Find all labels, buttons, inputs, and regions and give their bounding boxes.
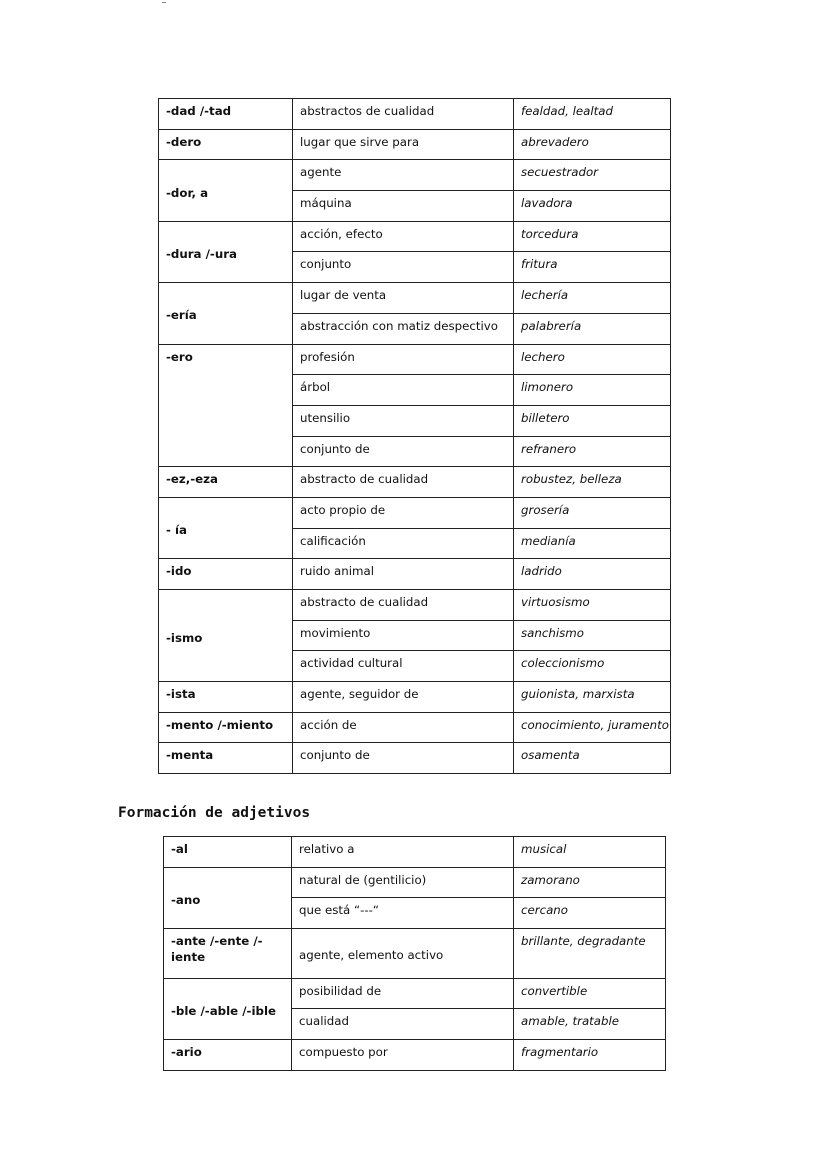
example-cell: palabrería — [514, 313, 671, 344]
meaning-cell: natural de (gentilicio) — [292, 867, 514, 898]
table-row — [159, 497, 671, 528]
example-cell: guionista, marxista — [514, 682, 671, 713]
example-cell: lechería — [514, 283, 671, 314]
suffix-cell: -ez,-eza — [159, 467, 293, 498]
example-cell: brillante, degradante — [514, 928, 666, 978]
meaning-cell: conjunto de — [293, 743, 514, 774]
table-row — [164, 837, 666, 868]
table-row — [159, 129, 671, 160]
table-row — [159, 682, 671, 713]
suffix-cell: -dor, a — [159, 160, 293, 221]
meaning-cell: profesión — [293, 344, 514, 375]
suffix-cell: -ería — [159, 283, 293, 344]
adjective-suffix-table — [163, 836, 666, 1071]
example-cell: osamenta — [514, 743, 671, 774]
suffix-cell: -ista — [159, 682, 293, 713]
meaning-cell: lugar de venta — [293, 283, 514, 314]
table-row — [159, 221, 671, 252]
table-row — [159, 99, 671, 130]
example-cell: fealdad, lealtad — [514, 99, 671, 130]
meaning-cell: relativo a — [292, 837, 514, 868]
example-cell: limonero — [514, 375, 671, 406]
suffix-cell: -mento /-miento — [159, 712, 293, 743]
table-row — [159, 344, 671, 375]
suffix-cell: -ano — [164, 867, 292, 928]
example-cell: grosería — [514, 497, 671, 528]
example-cell: musical — [514, 837, 666, 868]
meaning-cell: utensilio — [293, 405, 514, 436]
example-cell: billetero — [514, 405, 671, 436]
suffix-cell: -ero — [159, 344, 293, 467]
example-cell: secuestrador — [514, 160, 671, 191]
noun-suffix-table — [158, 98, 671, 774]
example-cell: robustez, belleza — [514, 467, 671, 498]
table-row — [164, 867, 666, 898]
meaning-cell: posibilidad de — [292, 978, 514, 1009]
meaning-cell: abstracto de cualidad — [293, 590, 514, 621]
suffix-cell: -ante /-ente /-iente — [164, 928, 292, 978]
table-row — [159, 160, 671, 191]
meaning-cell: agente — [293, 160, 514, 191]
example-cell: coleccionismo — [514, 651, 671, 682]
table-row — [164, 928, 666, 978]
stray-mark — [162, 0, 166, 3]
example-cell: fragmentario — [514, 1039, 666, 1070]
meaning-cell: árbol — [293, 375, 514, 406]
suffix-cell: -ido — [159, 559, 293, 590]
section-heading: Formación de adjetivos — [118, 805, 311, 821]
meaning-cell: acción de — [293, 712, 514, 743]
meaning-cell: actividad cultural — [293, 651, 514, 682]
example-cell: convertible — [514, 978, 666, 1009]
table-row — [159, 559, 671, 590]
meaning-cell: agente, seguidor de — [293, 682, 514, 713]
example-cell: cercano — [514, 898, 666, 929]
example-cell: torcedura — [514, 221, 671, 252]
example-cell: sanchismo — [514, 620, 671, 651]
example-cell: amable, tratable — [514, 1009, 666, 1040]
table-row — [164, 1039, 666, 1070]
meaning-cell: que está “---“ — [292, 898, 514, 929]
example-cell: refranero — [514, 436, 671, 467]
suffix-cell: -dero — [159, 129, 293, 160]
meaning-cell: agente, elemento activo — [292, 928, 514, 978]
suffix-cell: -ario — [164, 1039, 292, 1070]
table-row — [159, 283, 671, 314]
table-row — [159, 467, 671, 498]
example-cell: lavadora — [514, 191, 671, 222]
example-cell: ladrido — [514, 559, 671, 590]
meaning-cell: acción, efecto — [293, 221, 514, 252]
suffix-cell: -menta — [159, 743, 293, 774]
suffix-cell: -ismo — [159, 590, 293, 682]
meaning-cell: lugar que sirve para — [293, 129, 514, 160]
suffix-cell: -dad /-tad — [159, 99, 293, 130]
meaning-cell: abstracción con matiz despectivo — [293, 313, 514, 344]
meaning-cell: conjunto de — [293, 436, 514, 467]
meaning-cell: compuesto por — [292, 1039, 514, 1070]
example-cell: medianía — [514, 528, 671, 559]
example-cell: zamorano — [514, 867, 666, 898]
suffix-cell: -al — [164, 837, 292, 868]
meaning-cell: movimiento — [293, 620, 514, 651]
meaning-cell: acto propio de — [293, 497, 514, 528]
suffix-cell: -dura /-ura — [159, 221, 293, 282]
meaning-cell: calificación — [293, 528, 514, 559]
meaning-cell: abstracto de cualidad — [293, 467, 514, 498]
table-row — [159, 712, 671, 743]
meaning-cell: cualidad — [292, 1009, 514, 1040]
example-cell: conocimiento, juramento — [514, 712, 671, 743]
example-cell: fritura — [514, 252, 671, 283]
meaning-cell: conjunto — [293, 252, 514, 283]
example-cell: virtuosismo — [514, 590, 671, 621]
suffix-cell: - ía — [159, 497, 293, 558]
meaning-cell: máquina — [293, 191, 514, 222]
example-cell: lechero — [514, 344, 671, 375]
table-row — [159, 590, 671, 621]
table-row — [164, 978, 666, 1009]
suffix-cell: -ble /-able /-ible — [164, 978, 292, 1039]
meaning-cell: abstractos de cualidad — [293, 99, 514, 130]
example-cell: abrevadero — [514, 129, 671, 160]
meaning-cell: ruido animal — [293, 559, 514, 590]
table-row — [159, 743, 671, 774]
